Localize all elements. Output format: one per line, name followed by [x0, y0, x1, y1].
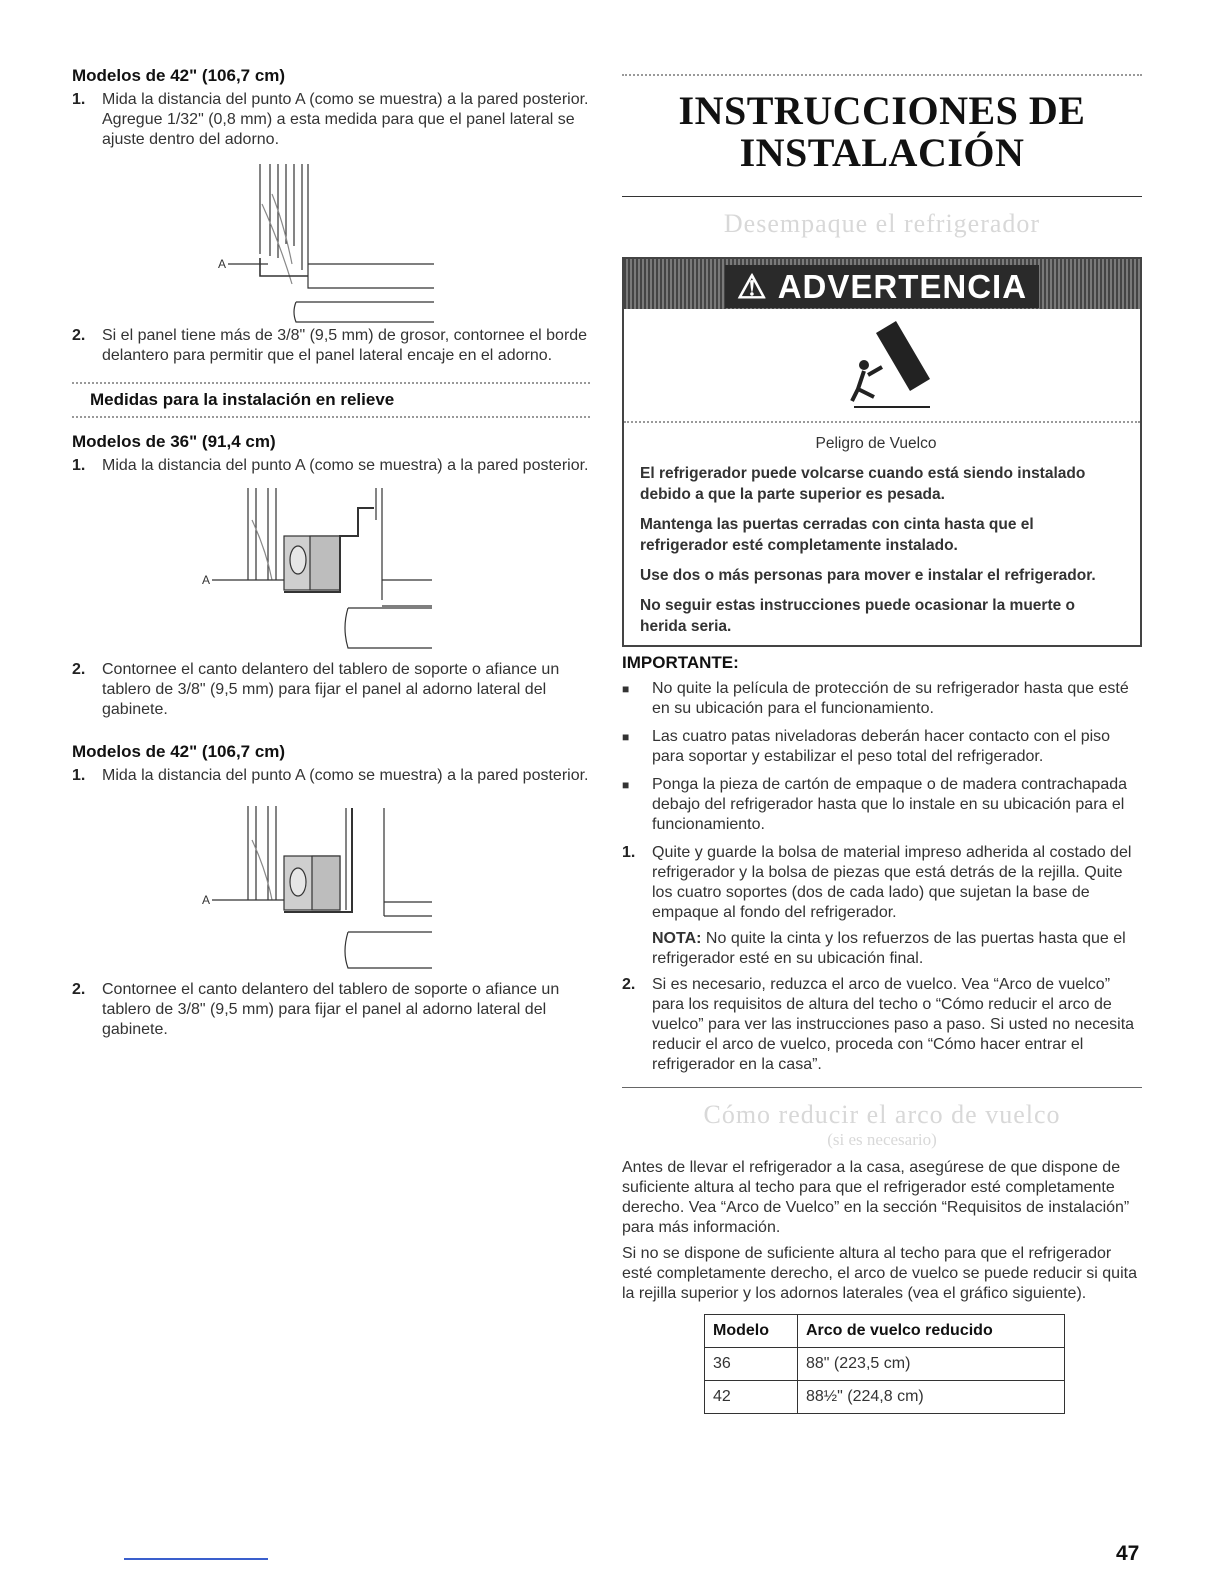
section-heading-36: Modelos de 36" (91,4 cm) — [72, 432, 276, 451]
section-heading-42-relief: Modelos de 42" (106,7 cm) — [72, 742, 286, 761]
important-label: IMPORTANTE: — [622, 653, 739, 672]
step-1: 1. Mida la distancia del punto A (como se muestra) a la pared posterior. Agregue 1/32" (0,8 mm) a esta medida para que el panel lateral se ajuste dentro del adorno. — [72, 91, 589, 148]
warning-box — [622, 257, 1142, 647]
step-2: 2. Contornee el canto delantero del tablero de soporte o afiance un tablero de 3/8" (9,5 mm) para fijar el panel al adorno lateral del gabinete. — [72, 661, 560, 718]
divider — [622, 1087, 1142, 1088]
step-2: 2. Si el panel tiene más de 3/8" (9,5 mm) de grosor, contornee el borde delantero para permitir que el panel lateral encaje en el adorno. — [72, 327, 588, 364]
warning-text: Peligro de Vuelco El refrigerador puede volcarse cuando está siendo instalado debido a que la parte superior es pesada. Mantenga las puertas cerradas con cinta hasta que el refrigerador esté completamente instalado. Use dos o más personas para mover e instalar el refrigerador. No seguir estas instrucciones puede ocasionar la muerte o herida seria. — [640, 435, 1096, 635]
right-column — [622, 66, 1142, 1414]
list-item: ■ No quite la película de protección de su refrigerador hasta que esté en su ubicación para el funcionamiento. — [622, 680, 1129, 717]
step-1: 1. Mida la distancia del punto A (como se muestra) a la pared posterior. — [72, 767, 589, 784]
trim-diagram-42 — [72, 154, 590, 326]
warning-banner — [624, 259, 1140, 309]
relief-diagram-36 — [72, 480, 590, 660]
paragraph: Antes de llevar el refrigerador a la casa, asegúrese de que dispone de suficiente altura al techo para que el refrigerador esté completamente derecho. Vea “Arco de Vuelco” en la sección “Requisitos de instalación” para más información. — [622, 1159, 1130, 1236]
table-header: Modelo — [705, 1315, 798, 1348]
list-item: ■ Las cuatro patas niveladoras deberán hacer contacto con el piso para soportar y estabilizar el peso total del refrigerador. — [622, 728, 1111, 765]
divider — [72, 416, 590, 418]
warning-label: ⚠ ADVERTENCIA — [725, 265, 1039, 308]
point-a-label: A — [202, 893, 211, 907]
section-subtitle: (si es necesario) — [827, 1130, 937, 1149]
page-title: INSTRUCCIONES DE INSTALACIÓN — [678, 88, 1086, 175]
reduced-arc-table — [704, 1314, 1065, 1414]
list-item: ■ Ponga la pieza de cartón de empaque o de madera contrachapada debajo del refrigerador hasta que lo instale en su ubicación para el funcionamiento. — [622, 776, 1128, 833]
note-label: NOTA: — [652, 930, 702, 947]
table-row: 36 88" (223,5 cm) — [705, 1348, 1065, 1381]
step-2: 2. Contornee el canto delantero del tablero de soporte o afiance un tablero de 3/8" (9,5 mm) para fijar el panel al adorno lateral del gabinete. — [72, 981, 560, 1038]
divider — [622, 74, 1142, 76]
tip-over-hazard-icon — [624, 309, 1140, 423]
step-1: 1. Quite y guarde la bolsa de material impreso adherida al costado del refrigerador y la bolsa de piezas que está detrás de la rejilla. Quite los cuatro soportes (dos de cada lado) que sujetan la base de empaque al fondo del refrigerador. NOTA: No quite la cinta y los refuerzos de las puertas hasta que el refrigerador esté en su ubicación final. — [622, 844, 1132, 967]
table-header: Arco de vuelco reducido — [798, 1315, 1065, 1348]
point-a-label: A — [218, 257, 227, 271]
relief-heading: Medidas para la instalación en relieve — [90, 390, 395, 409]
section-heading-42-trim: Modelos de 42" (106,7 cm) — [72, 66, 286, 85]
step-1: 1. Mida la distancia del punto A (como se muestra) a la pared posterior. — [72, 457, 589, 474]
section-title-unpack: Desempaque el refrigerador — [723, 209, 1041, 238]
footer-rule — [124, 1558, 268, 1560]
step-2: 2. Si es necesario, reduzca el arco de vuelco. Vea “Arco de vuelco” para los requisitos de altura del techo o “Cómo reducir el arco de vuelco” para ver las instrucciones paso a paso. Si usted no necesita reducir el arco de vuelco, proceda con “Cómo hacer entrar el refrigerador en la casa”. — [622, 976, 1135, 1073]
relief-diagram-42 — [72, 790, 590, 980]
page-number: 47 — [1116, 1542, 1140, 1565]
paragraph: Si no se dispone de suficiente altura al techo para que el refrigerador esté completamente derecho, el arco de vuelco se puede reducir si quita la rejilla superior y los adornos laterales (vea el gráfico siguiente). — [622, 1245, 1137, 1302]
divider — [622, 196, 1142, 197]
table-row: 42 88½" (224,8 cm) — [705, 1381, 1065, 1414]
point-a-label: A — [202, 573, 211, 587]
section-title-reduce-arc: Cómo reducir el arco de vuelco — [703, 1100, 1061, 1129]
left-column — [72, 66, 590, 1044]
